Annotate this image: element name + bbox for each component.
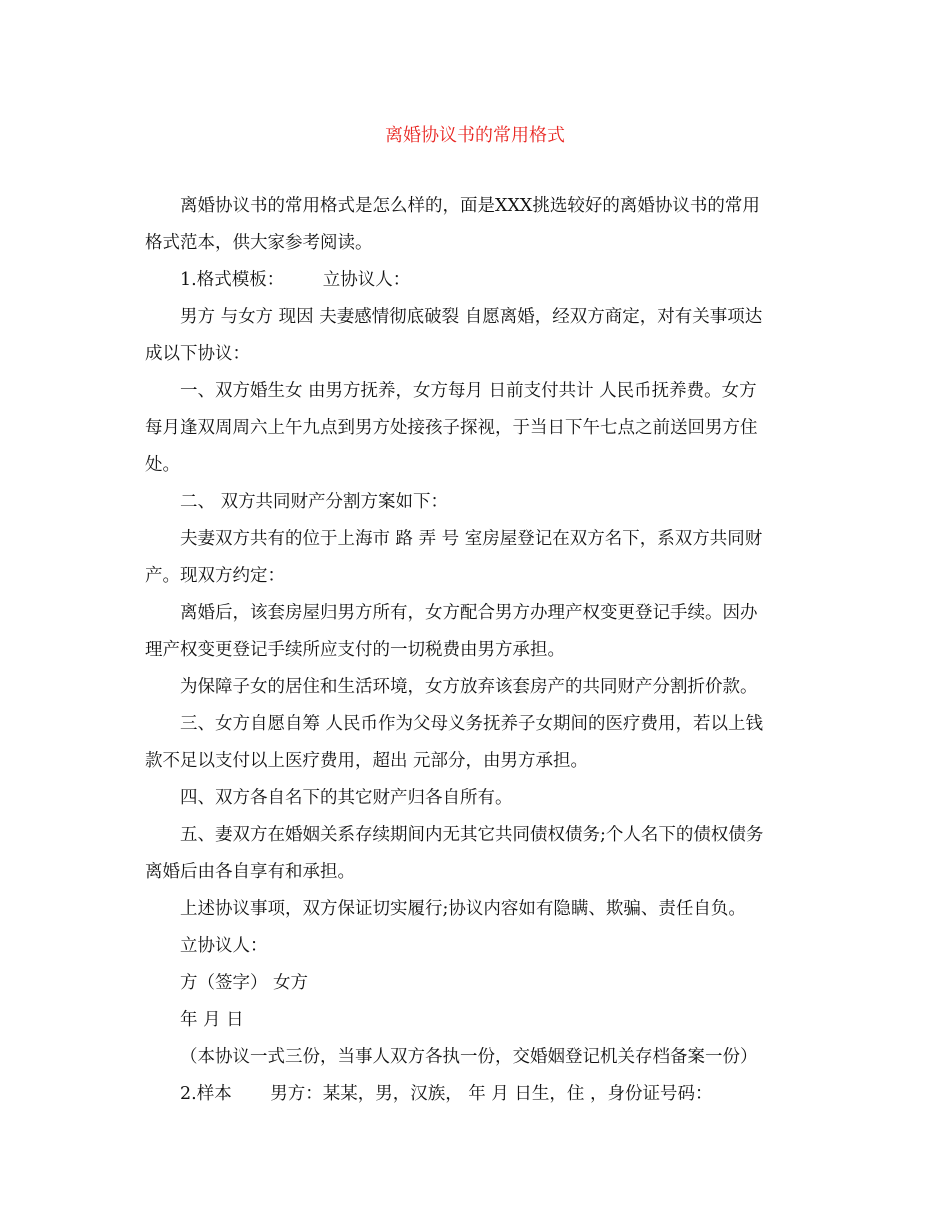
paragraph-clause-2	[145, 484, 810, 521]
paragraph-guarantee	[145, 891, 810, 928]
text-line: 男方 与女方 现因 夫妻感情彻底破裂 自愿离婚，经双方商定，对有关事项达	[180, 307, 763, 327]
paragraph-copies-note	[145, 1039, 810, 1076]
text-line: 三、女方自愿自筹 人民币作为父母义务抚养子女期间的医疗费用，若以上钱	[180, 714, 764, 734]
text-line: 方（签字） 女方	[180, 973, 309, 993]
text-line: 款不足以支付以上医疗费用，超出 元部分，由男方承担。	[145, 751, 589, 771]
text-line: 上述协议事项，双方保证切实履行;协议内容如有隐瞒、欺骗、责任自负。	[180, 899, 746, 919]
paragraph-date	[145, 1002, 810, 1039]
text-line: 产。现双方约定：	[145, 566, 285, 586]
paragraph-sample-heading	[145, 1076, 810, 1113]
section-text: 立协议人：	[322, 270, 411, 290]
text-line: 夫妻双方共有的位于上海市 路 弄 号 室房屋登记在双方名下，系双方共同财	[180, 529, 763, 549]
text-line: 离婚后由各自享有和承担。	[145, 862, 355, 882]
paragraph-property	[145, 521, 810, 595]
text-line: 离婚后，该套房屋归男方所有，女方配合男方办理产权变更登记手续。因办	[180, 603, 758, 623]
text-line: （本协议一式三份，当事人双方各执一份，交婚姻登记机关存档备案一份）	[180, 1047, 758, 1067]
section-label: 2.样本	[180, 1084, 232, 1104]
text-line: 年 月 日	[180, 1010, 244, 1030]
paragraph-clause-4	[145, 780, 810, 817]
paragraph-clause-5	[145, 817, 810, 891]
paragraph-clause-3	[145, 706, 810, 780]
paragraph-waiver	[145, 669, 810, 706]
text-line: 成以下协议：	[145, 344, 250, 364]
text-line: 四、双方各自名下的其它财产归各自所有。	[180, 788, 513, 808]
paragraph-signatories	[145, 928, 810, 965]
document-body	[145, 188, 810, 1113]
paragraph-clause-1	[145, 373, 810, 484]
section-label: 1.格式模板：	[180, 270, 285, 290]
paragraph-parties	[145, 299, 810, 373]
text-line: 五、妻双方在婚姻关系存续期间内无其它共同债权债务;个人名下的债权债务	[180, 825, 764, 845]
paragraph-signature	[145, 965, 810, 1002]
text-line: 格式范本，供大家参考阅读。	[145, 233, 373, 253]
paragraph-intro	[145, 188, 810, 262]
text-line: 处。	[145, 455, 180, 475]
text-line: 立协议人：	[180, 936, 268, 956]
text-line: 二、 双方共同财产分割方案如下：	[180, 492, 449, 512]
paragraph-template-heading	[145, 262, 810, 299]
text-line: 一、双方婚生女 由男方抚养，女方每月 日前支付共计 人民币抚养费。女方	[180, 381, 757, 401]
paragraph-house	[145, 595, 810, 669]
document-title: 离婚协议书的常用格式	[385, 125, 565, 146]
section-text: 男方：某某，男，汉族， 年 月 日生，住 ，身份证号码：	[270, 1084, 713, 1104]
text-line: 理产权变更登记手续所应支付的一切税费由男方承担。	[145, 640, 565, 660]
text-line: 离婚协议书的常用格式是怎么样的，面是XXX挑选较好的离婚协议书的常用	[180, 196, 760, 216]
text-line: 每月逢双周周六上午九点到男方处接孩子探视，于当日下午七点之前送回男方住	[145, 418, 758, 438]
text-line: 为保障子女的居住和生活环境，女方放弃该套房产的共同财产分割折价款。	[180, 677, 758, 697]
